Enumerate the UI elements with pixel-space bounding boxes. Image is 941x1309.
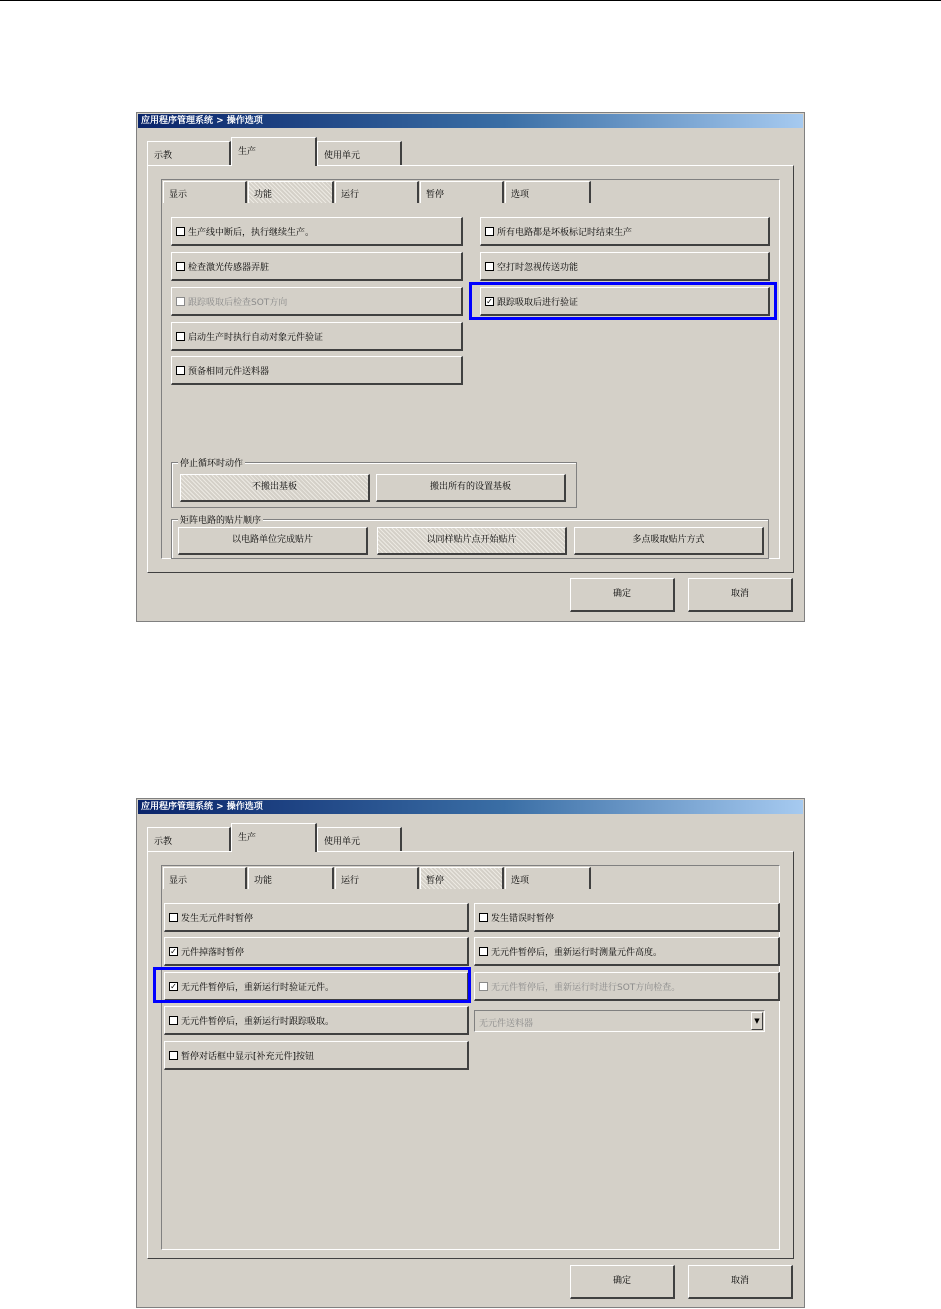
button-no-unload-board[interactable]: 不搬出基板	[180, 474, 370, 502]
tab-teach[interactable]: 示教	[147, 827, 231, 851]
option-sot-check-after-tracking: 跟踪吸取后检查SOT方向	[171, 287, 463, 316]
options-dialog-function	[136, 112, 805, 622]
option-pause-on-no-component[interactable]: 发生无元件时暂停	[164, 903, 469, 932]
checkbox[interactable]	[176, 366, 185, 375]
chevron-down-icon: ▼	[751, 1012, 763, 1030]
tab-production[interactable]: 生产	[231, 137, 317, 166]
subtab-options[interactable]: 选项	[505, 181, 591, 203]
page-top-rule	[0, 0, 941, 1]
option-resume-after-interrupt[interactable]: 生产线中断后，执行继续生产。	[171, 217, 463, 246]
tab-use-unit[interactable]: 使用单元	[317, 827, 402, 851]
production-panel	[147, 165, 794, 573]
checkbox[interactable]	[479, 947, 488, 956]
checkbox	[176, 297, 185, 306]
option-verify-on-resume[interactable]: ✓ 无元件暂停后，重新运行时验证元件。	[164, 972, 469, 1001]
option-ignore-transfer-dry-run[interactable]: 空打时忽视传送功能	[480, 252, 770, 281]
option-end-on-all-bad-marks[interactable]: 所有电路都是坏板标记时结束生产	[480, 217, 770, 246]
checkbox[interactable]	[176, 227, 185, 236]
feeder-combo: 无元件送料器 ▼	[474, 1010, 765, 1032]
function-panel	[161, 179, 780, 559]
checkbox[interactable]	[169, 1051, 178, 1060]
option-show-replenish-button[interactable]: 暂停对话框中显示[补充元件]按钮	[164, 1041, 469, 1070]
ok-button[interactable]: 确定	[570, 578, 675, 612]
checkbox[interactable]	[169, 913, 178, 922]
button-by-same-point[interactable]: 以同样贴片点开始贴片	[377, 527, 567, 555]
subtab-function[interactable]: 功能	[248, 867, 334, 889]
main-tabs	[147, 137, 794, 165]
tab-use-unit[interactable]: 使用单元	[317, 141, 402, 165]
subtab-options[interactable]: 选项	[505, 867, 591, 889]
pause-panel	[161, 865, 780, 1250]
subtab-pause[interactable]: 暂停	[420, 181, 504, 203]
option-sot-check-on-resume: 无元件暂停后，重新运行时进行SOT方向检查。	[474, 972, 780, 1001]
checkbox-checked[interactable]: ✓	[170, 982, 177, 991]
option-spare-feeder[interactable]: 预备相同元件送料器	[171, 356, 463, 385]
button-multi-pickup[interactable]: 多点吸取贴片方式	[574, 527, 764, 555]
checkbox[interactable]	[169, 1016, 178, 1025]
option-pause-on-error[interactable]: 发生错误时暂停	[474, 903, 780, 932]
button-by-circuit-unit[interactable]: 以电路单位完成贴片	[178, 527, 368, 555]
highlight-verify-after-tracking	[469, 282, 777, 320]
subtab-run[interactable]: 运行	[335, 181, 419, 203]
option-verify-after-tracking[interactable]: ✓ 跟踪吸取后进行验证	[480, 287, 770, 316]
dialog-title-bar: 应用程序管理系统 > 操作选项	[138, 800, 803, 814]
options-dialog-pause	[136, 798, 805, 1308]
subtab-display[interactable]: 显示	[163, 867, 247, 889]
checkbox[interactable]	[479, 913, 488, 922]
subtab-pause[interactable]: 暂停	[420, 867, 504, 889]
dialog-title-bar: 应用程序管理系统 > 操作选项	[138, 114, 803, 128]
checkbox-checked[interactable]: ✓	[170, 947, 177, 956]
checkbox[interactable]	[176, 332, 185, 341]
checkbox	[479, 982, 488, 991]
option-measure-height-on-resume[interactable]: 无元件暂停后，重新运行时测量元件高度。	[474, 937, 780, 966]
option-check-laser-dirty[interactable]: 检查激光传感器弄脏	[171, 252, 463, 281]
option-auto-component-verify[interactable]: 启动生产时执行自动对象元件验证	[171, 322, 463, 351]
button-unload-all-boards[interactable]: 搬出所有的设置基板	[376, 474, 566, 502]
checkbox[interactable]	[176, 262, 185, 271]
group-mount-order: 矩阵电路的贴片顺序 以电路单位完成贴片 以同样贴片点开始贴片 多点吸取贴片方式	[171, 519, 769, 559]
tab-production[interactable]: 生产	[231, 823, 317, 852]
cancel-button[interactable]: 取消	[688, 1265, 793, 1299]
tab-teach[interactable]: 示教	[147, 141, 231, 165]
highlight-verify-on-resume	[153, 967, 471, 1003]
checkbox[interactable]	[485, 262, 494, 271]
group-stop-cycle: 停止循环时动作 不搬出基板 搬出所有的设置基板	[171, 462, 577, 508]
production-panel	[147, 851, 794, 1259]
option-pause-on-drop[interactable]: ✓ 元件掉落时暂停	[164, 937, 469, 966]
subtab-run[interactable]: 运行	[335, 867, 419, 889]
ok-button[interactable]: 确定	[570, 1265, 675, 1299]
checkbox-checked[interactable]: ✓	[486, 297, 493, 306]
cancel-button[interactable]: 取消	[688, 578, 793, 612]
checkbox[interactable]	[485, 227, 494, 236]
subtab-display[interactable]: 显示	[163, 181, 247, 203]
subtab-function[interactable]: 功能	[248, 181, 334, 203]
main-tabs	[147, 823, 794, 851]
option-tracking-on-resume[interactable]: 无元件暂停后，重新运行时跟踪吸取。	[164, 1006, 469, 1035]
